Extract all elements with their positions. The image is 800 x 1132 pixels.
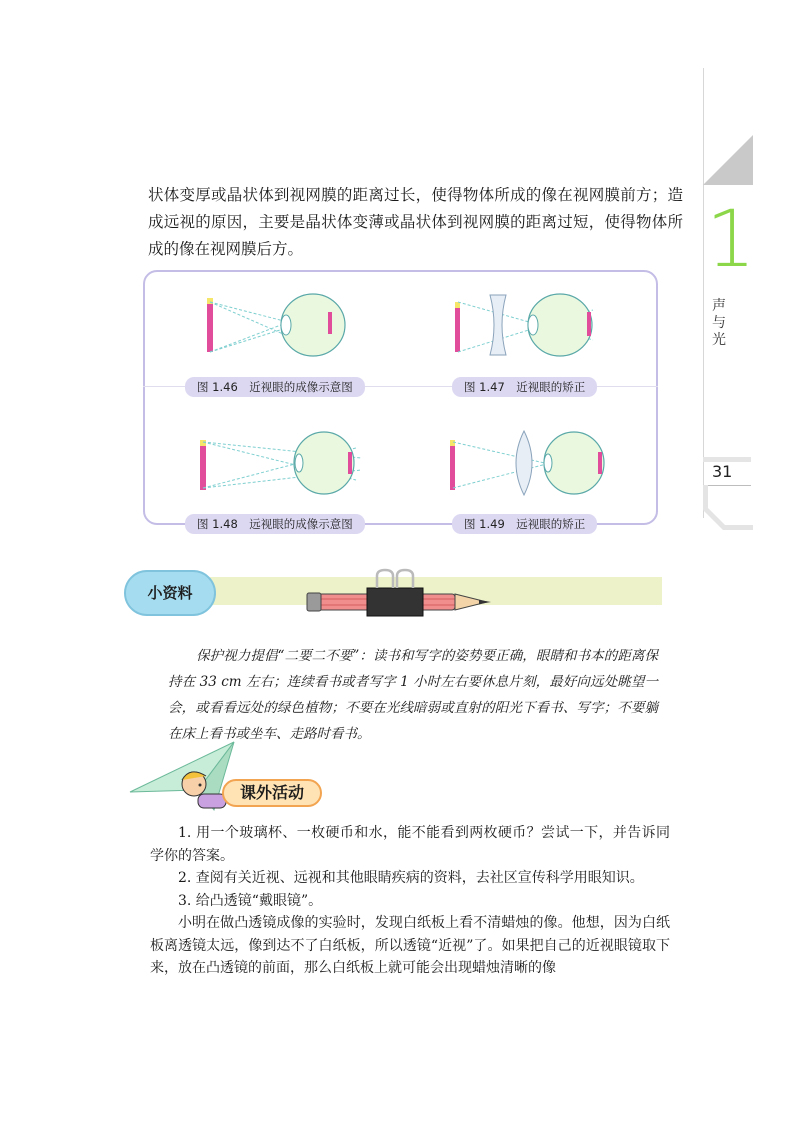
note-text [168,643,658,747]
chapter-number: 1 [706,195,756,285]
paper-plane-kid-icon [128,740,238,820]
candle [207,304,213,352]
activity-item: 小明在做凸透镜成像的实验时，发现白纸板上看不清蜡烛的像。他想，因为白纸板离透镜太远，像到达不了白纸板，所以透镜“近视”了。如果把自己的近视眼镜取下来，放在凸透镜的前面，那么白纸板上就可能会出现蜡烛清晰的像 [150,915,670,976]
note-title-badge: 小资料 [124,570,216,616]
pencil-clip-icon [305,568,497,623]
figure-myopia-correction-diagram [448,290,608,360]
convex-lens [516,431,532,495]
body-paragraph [148,182,683,263]
figure-caption: 图 1.49 远视眼的矫正 [452,514,597,534]
chapter-tab-triangle [703,135,753,185]
concave-lens [490,295,506,355]
retina [328,312,332,334]
page-number: 31 [712,462,733,481]
activity-item: 3. 给凸透镜“戴眼镜”。 [178,892,323,909]
eye-lens [281,315,291,335]
activity-body [150,822,670,980]
chapter-title: 声与光 [712,298,726,348]
activity-item: 1. 用一个玻璃杯、一枚硬币和水，能不能看到两枚硬币？尝试一下，并告诉同学你的答案。 [150,825,670,864]
figure-myopia-diagram [200,290,360,360]
figure-hyperopia-correction-diagram [446,428,611,498]
figure-caption: 图 1.46 近视眼的成像示意图 [185,377,365,397]
figure-hyperopia-diagram [196,428,366,498]
figure-caption: 图 1.48 远视眼的成像示意图 [185,514,365,534]
note-text-content: 保护视力提倡“二要二不要”：读书和写字的姿势要正确，眼睛和书本的距离保持在 33 cm 左右；连续看书或者写字 1 小时左右要休息片刻，最好向远处眺望一会，或看看远处的绿色植物；不要在光线暗弱或直射的阳光下看书、写字；不要躺在床上看书或坐车、走路时看书。 [168,648,658,742]
activity-title-badge: 课外活动 [222,779,322,807]
body-paragraph-text: 状体变厚或晶状体到视网膜的距离过长，使得物体所成的像在视网膜前方；造成远视的原因，主要是晶状体变薄或晶状体到视网膜的距离过短，使得物体所成的像在视网膜后方。 [148,186,683,258]
activity-item: 2. 查阅有关近视、远视和其他眼睛疾病的资料，去社区宣传科学用眼知识。 [178,870,644,886]
side-corner-shape [703,485,753,530]
figure-caption: 图 1.47 近视眼的矫正 [452,377,597,397]
